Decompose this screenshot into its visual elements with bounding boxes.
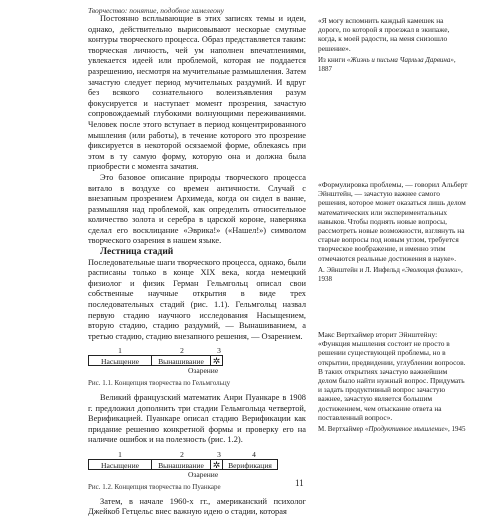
stage-number: 1 xyxy=(118,346,122,356)
sidebar-quote-darwin xyxy=(318,16,468,74)
stage-box-incubation: Вынашивание xyxy=(151,355,211,366)
quote-source xyxy=(318,425,468,434)
sidebar-quote-einstein xyxy=(318,180,468,284)
source-title: «Эволюция физики» xyxy=(401,265,461,274)
burst-icon: ✲ xyxy=(210,459,223,470)
stage-number: 4 xyxy=(252,449,256,459)
quote-source xyxy=(318,56,468,74)
stage-box-saturation: Насыщение xyxy=(88,355,152,366)
figure-stage-row xyxy=(88,459,306,470)
body-paragraph: Это базовое описание природы творческого процесса витало в воздухе со времен античности. Случай с внезапным прозрением Архимеда, когда он сидел в ванне, размышляя над проблемой, как определить относительное количество золота и серебра в царской короне, наверняка сделал его восклицание «Эврика!» («Нашел!») символом творческого озарения в нашем языке. xyxy=(88,172,306,246)
stage-box-incubation: Вынашивание xyxy=(151,459,211,470)
figure-helmholtz xyxy=(88,346,306,389)
source-prefix: Из книги xyxy=(318,55,347,64)
section-title: Лестница стадий xyxy=(100,247,174,258)
source-prefix: А. Эйнштейн и Л. Инфельд xyxy=(318,265,402,274)
stage-number: 2 xyxy=(180,449,184,459)
running-header: Творчество: понятие, подобное хамелеону xyxy=(88,6,224,15)
figure-poincare xyxy=(88,450,306,493)
stage-number: 1 xyxy=(118,449,122,459)
quote-text: «Формулировка проблемы, — говорил Альберт Эйнштейн, — зачастую важнее самого решения, которое может оказаться лишь делом математических или экспериментальных навыков. Чтобы поднять новые вопросы, рассмотреть новые возможности, взглянуть на старые вопросы под новым углом, требуется творческое воображение, и именно этим отмечаются реальные достижения в науке». xyxy=(318,180,468,263)
quote-source xyxy=(318,266,468,284)
stage-number: 2 xyxy=(180,346,184,356)
source-year: , 1945 xyxy=(448,425,466,434)
figure-stage-numbers xyxy=(88,450,306,459)
sidebar-quote-wertheimer xyxy=(318,330,468,434)
stage-illumination-label: Озарение xyxy=(188,469,219,479)
source-title: «Продуктивное мышление» xyxy=(365,425,449,434)
body-paragraph: Затем, в начале 1960-х гг., американский психолог Джейкоб Гетцельс внес важную идею о стадии, которая xyxy=(88,496,306,517)
quote-text: Макс Вертхаймер вторит Эйнштейну: «Функция мышления состоит не просто в решении существующей проблемы, но в открытии, предвидении, углублении вопросов. В таких открытиях зачастую важнейшим делом было найти нужный вопрос. Придумать и задать продуктивный вопрос зачастую важнее, зачастую является большим достижением, чем отыскание ответа на поставленный вопрос». xyxy=(318,330,466,422)
stage-box-saturation: Насыщение xyxy=(88,459,152,470)
stage-illumination-label: Озарение xyxy=(188,366,219,376)
stage-box-verification: Верификация xyxy=(222,459,278,470)
body-paragraph: Последовательные шаги творческого процесса, однако, были расписаны только в конце XIX века, когда немецкий физиолог и физик Герман Гельмгольц описал свои собственные научные открытия в виде трех последовательных стадий (рис. 1.1). Гельмгольц назвал первую стадию научного исследования Насыщением, вторую стадию, стадию раздумий, — Вынашиванием, а третью стадию, стадию внезапного решения, — Озарением. xyxy=(88,257,306,341)
page-number: 11 xyxy=(295,478,304,488)
source-prefix: М. Вертхаймер xyxy=(318,425,366,434)
main-column xyxy=(88,14,306,518)
figure-stage-numbers xyxy=(88,346,306,355)
figure-caption: Рис. 1.1. Концепция творчества по Гельмгольцу xyxy=(88,379,231,388)
body-paragraph: Великий французский математик Анри Пуанкаре в 1908 г. предложил дополнить три стадии Гельмгольца четвертой, Верификацией. Пуанкаре описал стадию Верификации как придание решению конкретной формы и проверку его на наличие ошибок и на полезность (рис. 1.2). xyxy=(88,393,306,445)
figure-stage-row xyxy=(88,355,306,366)
body-paragraph: Постоянно всплывающие в этих записях темы и идеи, однако, действительно вырисовывают нескорые смутные контуры творческого процесса. Образ представляется таким: творческая личность, чей ум наполнен впечатлениями, увлекается идеей или проблемой, которая не поддается разрешению, несмотря на мучительные размышления. Затем зачастую следует период мучительных раздумий. И вдруг без всякого сознательного волеизъявления разум фокусируется и наступает момент прозрения, зачастую сопровождаемый глубокими волнующими переживаниями. Человек после этого вступает в период концентрированного мышления (или работы), в течение которого это прозрение фиксируется в некоторой осязаемой форме, облекаясь при этом в ту самую форму, которую она и должна была приобрести с момента зачатия. xyxy=(88,14,306,172)
stage-number: 3 xyxy=(217,449,221,459)
burst-icon: ✲ xyxy=(210,355,223,366)
source-title: «Жизнь и письма Чарльза Дарвина» xyxy=(346,55,454,64)
source-year: , 1887 xyxy=(318,55,456,74)
quote-text: «Я могу вспомнить каждый камешек на дороге, по которой я проезжал в экипаже, когда, к моей радости, на меня снизошло решение». xyxy=(318,16,450,53)
source-year: , 1938 xyxy=(318,265,463,284)
figure-caption: Рис. 1.2. Концепция творчества по Пуанкаре xyxy=(88,482,221,491)
stage-number: 3 xyxy=(217,346,221,356)
